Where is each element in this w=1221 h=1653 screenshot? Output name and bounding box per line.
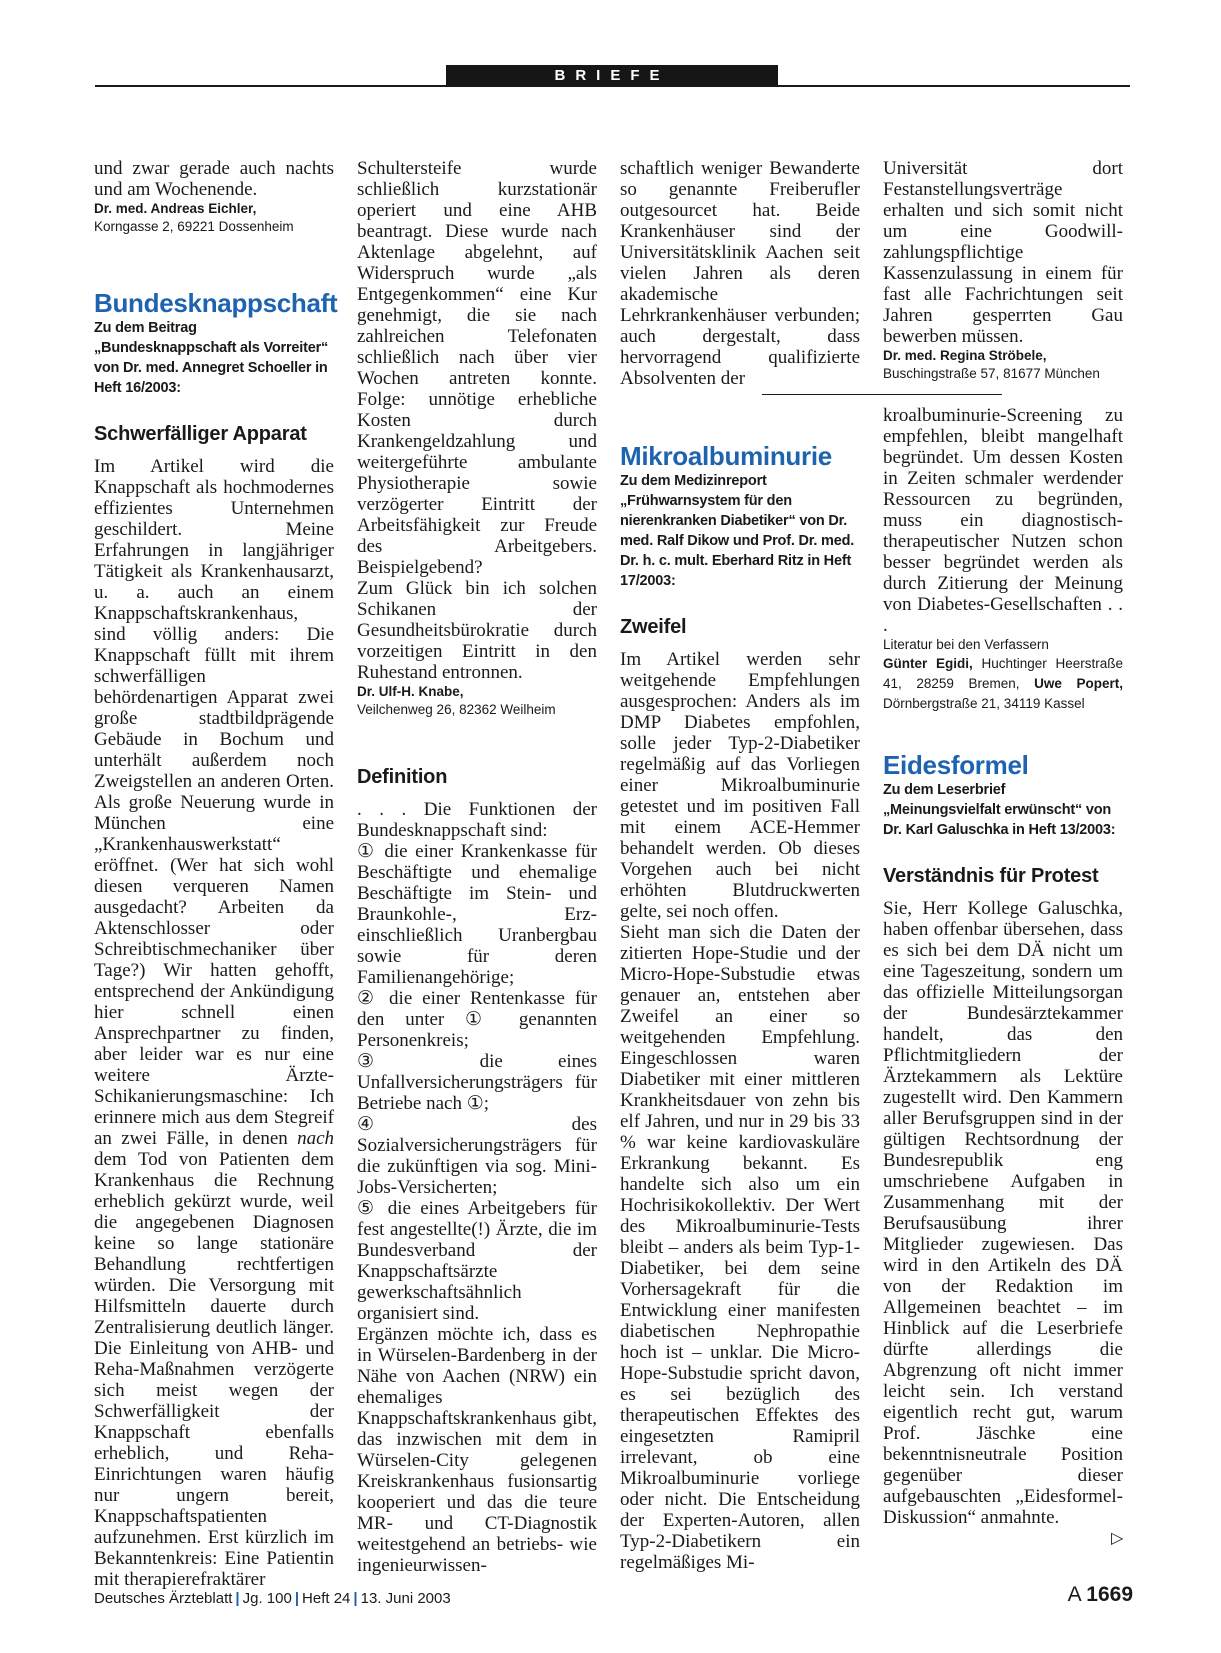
letter-body: kroalbuminurie-Screening zu empfehlen, bleibt mangelhaft begründet. Um dessen Kosten in Zeiten schmaler werdender Ressourcen zu begründen, muss ein diagnostisch-therapeutischer Nutzen schon besser begründet werden als durch Zitierung der Meinung von Diabetes-Gesellschaften . . . [883,405,1123,636]
column-2 [357,158,597,1576]
volume: Jg. 100 [242,1590,292,1607]
topic-heading: Eidesformel [883,750,1029,780]
letter-body: Zum Glück bin ich solchen Schikanen der Gesundheitsbürokratie durch vorzeitigen Eintritt in den Ruhestand entronnen. [357,578,597,683]
list-item: ② die einer Rentenkasse für den unter ① genannten Personenkreis; [357,988,597,1051]
letter-body: Im Artikel werden sehr weitgehende Empfehlungen ausgesprochen: Anders als im DMP Diabetes empfohlen, solle jeder Typ-2-Diabetiker regelmäßig auf das Vorliegen einer Mikroalbuminurie getestet und im positiven Fall mit einem ACE-Hemmer behandelt werden. Ob dieses Vorgehen auch bei nicht erhöhten Blutdruckwerten gelte, sei noch offen. [620,649,860,922]
section-header: BRIEFE [446,65,778,87]
letter-title: Zweifel [620,616,687,638]
letter-body: Universität dort Festanstellungsverträge erhalten und sich somit nicht um eine Goodwill-zahlungspflichtige Kassenzulassung in einem für fast alle Fachrichtungen seit Jahren gesperrten Gau bewerben müssen. [883,158,1123,347]
topic-heading: Bundesknappschaft [94,288,338,318]
letter-body: Sieht man sich die Daten der zitierten Hope-Studie und der Micro-Hope-Substudie etwas genauer an, entstehen aber Zweifel an einer so weitgehenden Empfehlung. Eingeschlossen waren Diabetiker mit einer mittleren Krankheitsdauer von zehn bis elf Jahren, und nur in 29 bis 33 % war keine kardiovaskuläre Erkrankung bekannt. Es handelte sich also um ein Hochrisikokollektiv. Der Wert des Mikroalbuminurie-Tests bleibt – anders als beim Typ-1-Diabetiker, bei dem seine Vorhersagekraft für die Entwicklung einer manifesten diabetischen Nephropathie hoch ist – unklar. Die Micro-Hope-Substudie spricht davon, es sei bezüglich des therapeutischen Effektes des eingesetzten Ramipril irrelevant, ob eine Mikroalbuminurie vorliege oder nicht. Die Entscheidung der Experten-Autoren, allen Typ-2-Diabetikern ein regelmäßiges Mi- [620,922,860,1573]
list-item: ① die einer Krankenkasse für Beschäftigte und ehemalige Beschäftigte im Stein- und Braunkohle-, Erz- einschließlich Uranbergbau sowie für deren Familienangehörige; [357,841,597,988]
list-item: ④ des Sozialversicherungsträgers für die zukünftigen via sog. Mini-Jobs-Versicherten; [357,1114,597,1198]
journal-name: Deutsches Ärzteblatt [94,1590,233,1607]
literature-note: Literatur bei den Verfassern [883,637,1049,652]
topic-heading: Mikroalbuminurie [620,441,832,471]
list-item: ③ die eines Unfallversicherungsträgers für Betriebe nach ①; [357,1051,597,1114]
reference-note: Zu dem Leserbrief „Meinungsvielfalt erwünscht“ von Dr. Karl Galuschka in Heft 13/2003: [883,782,1116,838]
reference-note: Zu dem Medizinreport „Frühwarnsystem für den nierenkranken Diabetiker“ von Dr. med. Ralf Dikow und Prof. Dr. med. Dr. h. c. mult. Eberhard Ritz in Heft 17/2003: [620,473,855,589]
reference-note: Zu dem Beitrag „Bundesknappschaft als Vorreiter“ von Dr. med. Annegret Schoeller in Heft 16/2003: [94,320,329,396]
date: 13. Juni 2003 [360,1590,451,1607]
signature-name: Dr. Ulf-H. Knabe, [357,684,464,699]
list-intro: . . . Die Funktionen der Bundesknappschaft sind: [357,799,597,841]
column-4 [883,158,1123,1528]
signature-block: Günter Egidi, Huchtinger Heerstraße 41, 28259 Bremen, Uwe Popert, Dörnbergstraße 21, 34119 Kassel [883,656,1123,711]
letter-title: Schwerfälliger Apparat [94,423,307,445]
letter-body: Ergänzen möchte ich, dass es in Würselen-Bardenberg in der Nähe von Aachen (NRW) ein ehemaliges Knappschaftskrankenhaus gibt, das inzwischen mit dem in Würselen-City gelegenen Kreiskrankenhaus fusionsartig kooperiert und das die teure MR- und CT-Diagnostik weitestgehend an betriebs- wie ingenieurwissen- [357,1324,597,1576]
signature-address: Veilchenweg 26, 82362 Weilheim [357,702,556,717]
signature-address: Buschingstraße 57, 81677 München [883,366,1100,381]
signature-name: Dr. med. Regina Ströbele, [883,348,1047,363]
column-1 [94,158,338,1590]
page-number: A 1669 [1067,1583,1133,1606]
letter-body: Sie, Herr Kollege Galuschka, haben offenbar übersehen, dass es sich bei dem DÄ nicht um eine Tageszeitung, sondern um das offizielle Mitteilungsorgan der Bundesärztekammer handelt, das den Pflichtmitgliedern der Ärztekammern als Lektüre zugestellt wird. Den Kammern aller Berufsgruppen sind in der gültigen Rechtsordnung der Bundesrepublik eng umschriebene Aufgaben in Zusammenhang mit der Berufsausübung ihrer Mitglieder zugewiesen. Das wird in den Artikeln des DÄ von der Redaktion im Allgemeinen beachtet – im Hinblick auf die Leserbriefe dürfte allerdings die Abgrenzung oft nicht immer leicht sein. Ich verstand eigentlich recht gut, warum Prof. Jäschke eine bekenntnisneutrale Position gegenüber dieser aufgebauschten „Eidesformel-Diskussion“ anmahnte. [883,898,1123,1528]
emphasis: nach [297,1128,335,1149]
continue-arrow-icon: ▷ [1111,1528,1124,1547]
list-item: ⑤ die eines Arbeitgebers für fest angestellte(!) Ärzte, die im Bundesverband der Knappschaftsärzte gewerkschaftsähnlich organisiert sind. [357,1198,597,1324]
letter-body: schaftlich weniger Bewanderte so genannte Freiberufler outgesourcet hat. Beide Krankenhäuser sind der Universitätsklinik Aachen seit vielen Jahren als deren akademische Lehrkrankenhäuser verbunden; auch dergestalt, dass hervorragend qualifizierte Absolventen der [620,158,860,389]
letter-title: Definition [357,766,448,788]
continued-text: und zwar gerade auch nachts und am Wochenende. [94,158,334,200]
column-3 [620,158,860,1573]
letter-body: Im Artikel wird die Knappschaft als hochmodernes effizientes Unternehmen geschildert. Meine Erfahrungen in langjähriger Tätigkeit als Krankenhausarzt, u. a. auch an einem Knappschaftskrankenhaus, sind völlig anders: Die Knappschaft füllt mit ihrem schwerfälligen behördenartigen Apparat zwei große stadtbildprägende Gebäude in Bochum und unterhält außerdem noch Zweigstellen an anderen Orten. Als große Neuerung wurde in München eine „Krankenhauswerkstatt“ eröffnet. (Wer hat sich wohl diesen verqueren Namen ausgedacht? Arbeiten da Aktenschlosser oder Schreibtischmechaniker über Tage?) Wir hatten gehofft, entsprechend der Ankündigung hier schnell einen Ansprechpartner zu finden, aber leider war es nur eine weitere Ärzte-Schikanierungsmaschine: Ich erinnere mich aus dem Stegreif an zwei Fälle, in denen nach dem Tod von Patienten dem Krankenhaus die Rechnung erheblich gekürzt wurde, weil die angegebenen Diagnosen keine so lange stationäre Behandlung rechtfertigen würden. Die Versorgung mit Hilfsmitteln dauerte durch Zentralisierung deutlich länger. Die Einleitung von AHB- und Reha-Maßnahmen verzögerte sich meist wegen der Schwerfälligkeit der Knappschaft ebenfalls erheblich, und Reha-Einrichtungen waren häufig nur ungern bereit, Knappschaftspatienten aufzunehmen. Erst kürzlich im Bekanntenkreis: Eine Patientin mit therapierefraktärer [94,456,335,1590]
letter-body: Schultersteife wurde schließlich kurzstationär operiert und eine AHB beantragt. Diese wurde nach Aktenlage abgelehnt, auf Widerspruch wurde „als Entgegenkommen“ eine Kur genehmigt, die sie nach zahlreichen Telefonaten schließlich nach über vier Wochen antreten konnte. Folge: unnötige erhebliche Kosten durch Krankengeldzahlung und weitergeführte ambulante Physiotherapie sowie verzögerter Eintritt der Arbeitsfähigkeit zur Freude des Arbeitgebers. Beispielgebend? [357,158,597,578]
letter-title: Verständnis für Protest [883,865,1099,887]
signature-address: Korngasse 2, 69221 Dossenheim [94,219,294,234]
issue: Heft 24 [302,1590,351,1607]
footer-citation: Deutsches Ärzteblatt | Jg. 100 | Heft 24 | 13. Juni 2003 [94,1590,451,1607]
signature-name: Dr. med. Andreas Eichler, [94,201,257,216]
